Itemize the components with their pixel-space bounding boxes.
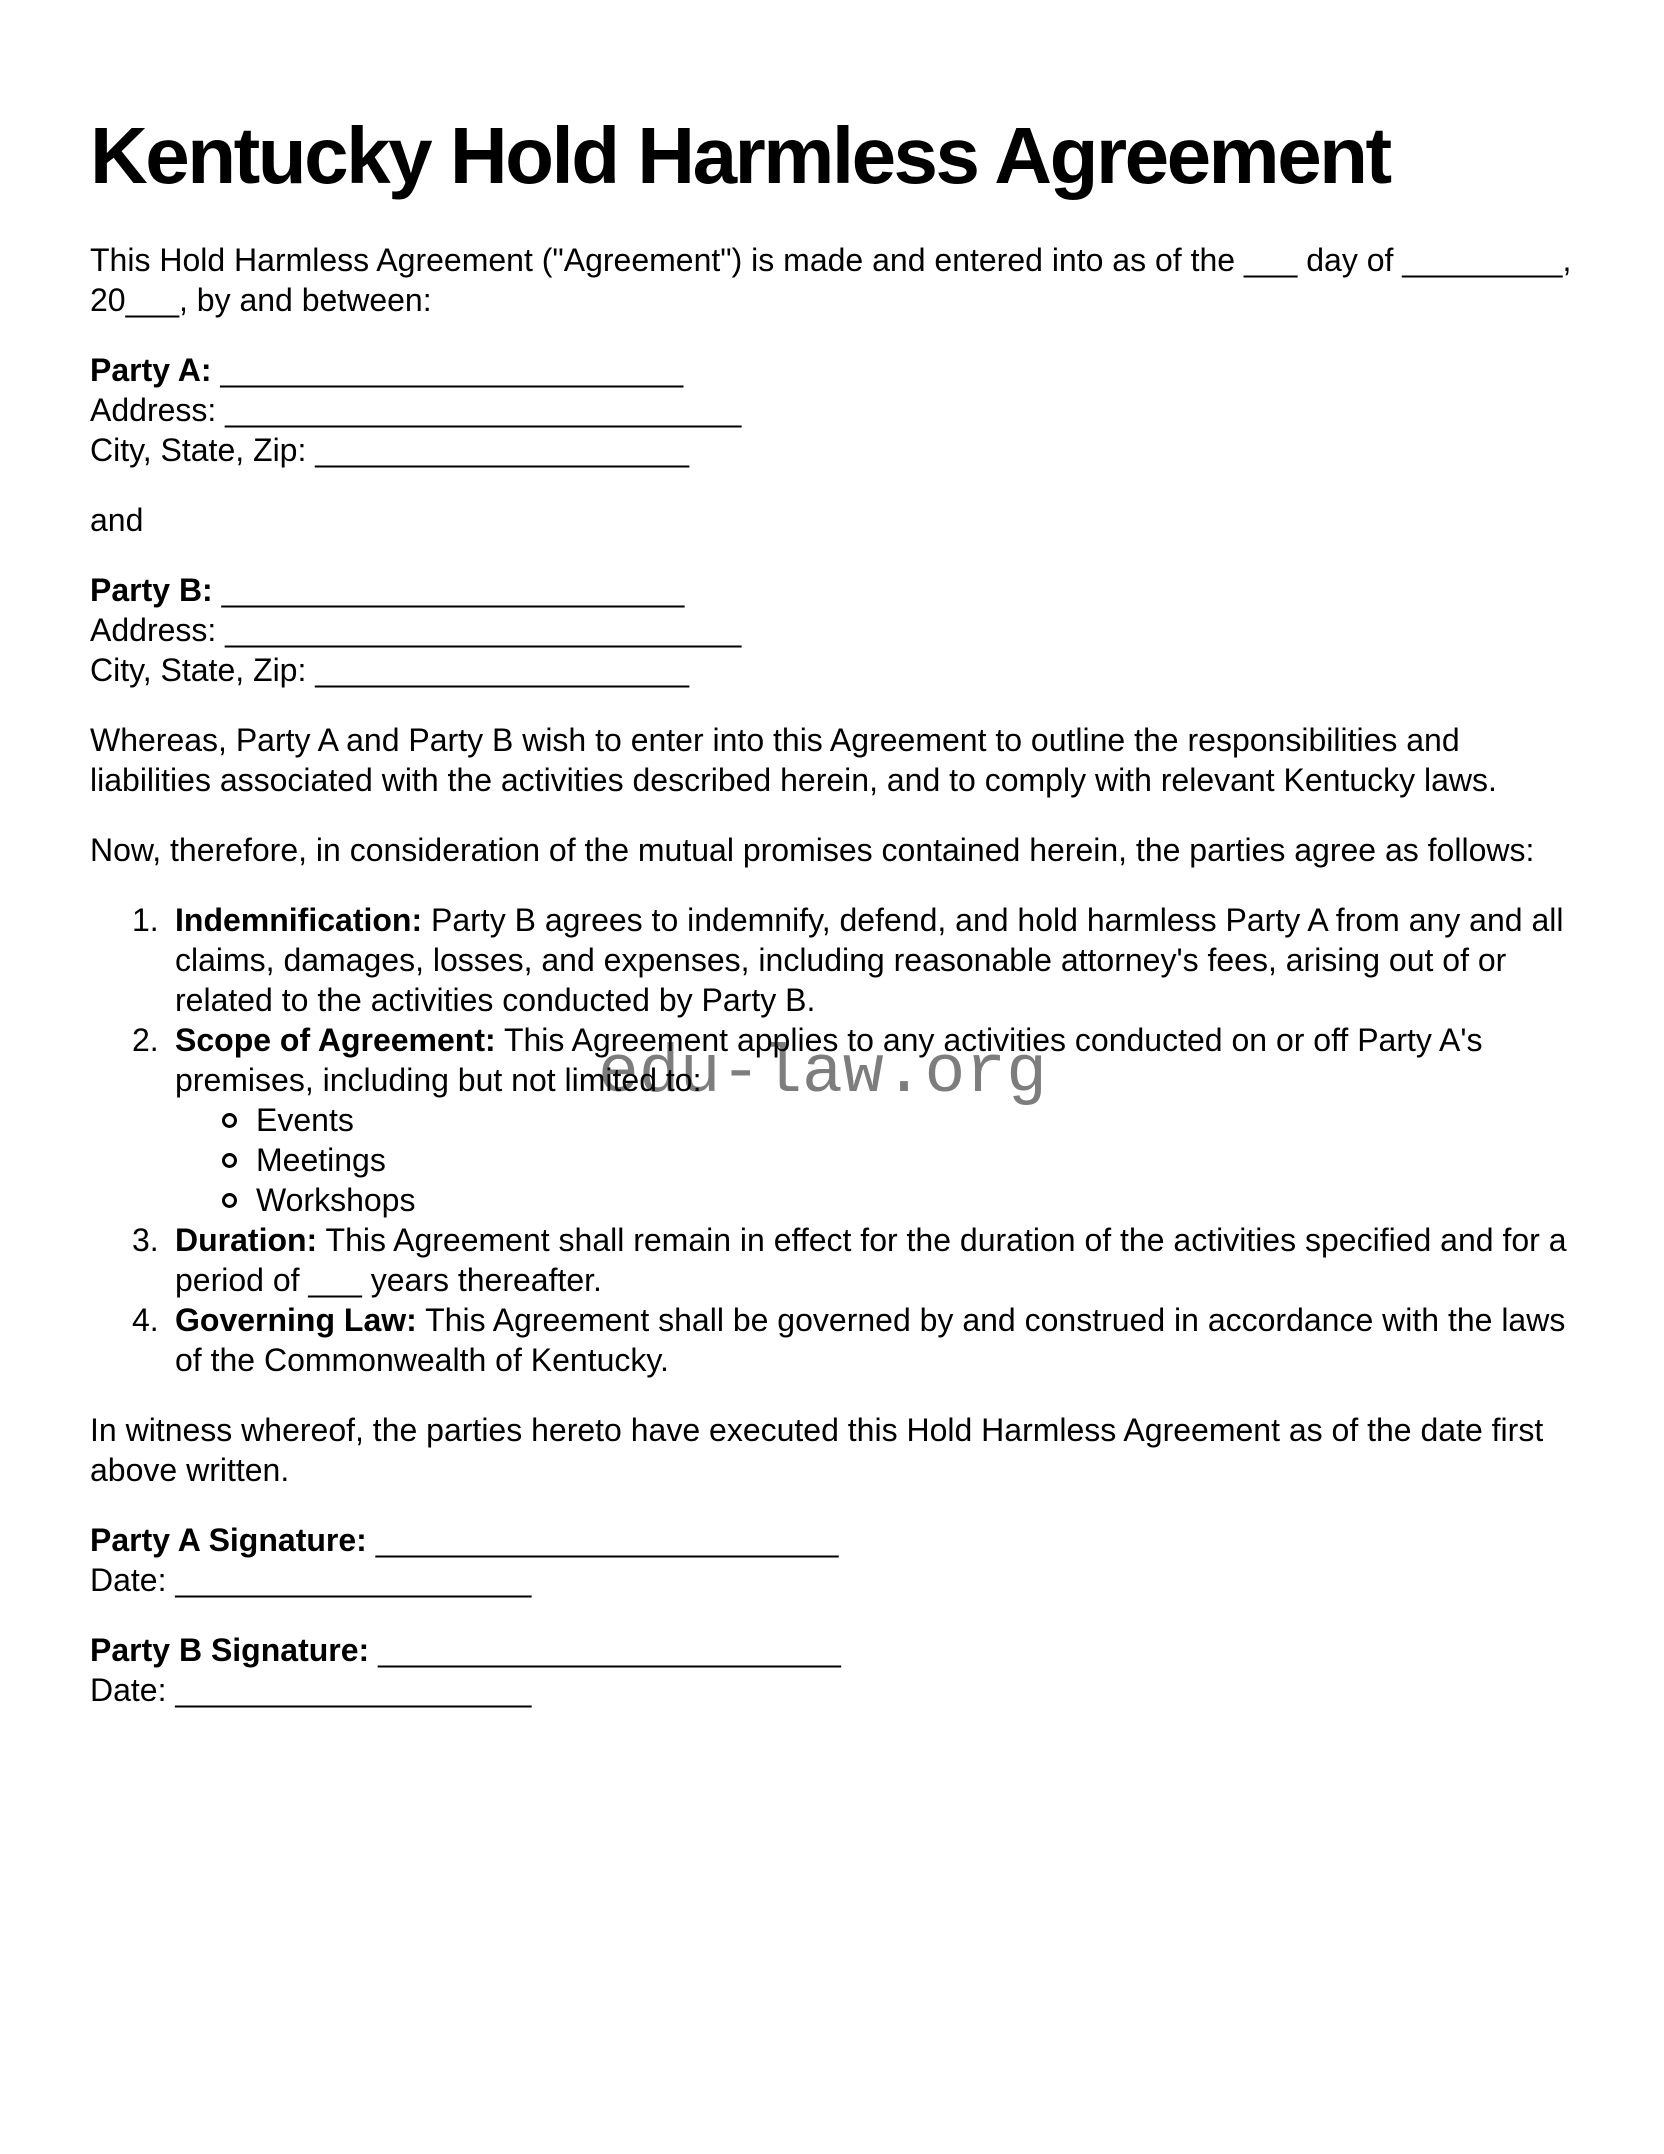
party-a-label: Party A: [90, 352, 212, 388]
sub-bullet-item [222, 1180, 1574, 1220]
witness-paragraph: In witness whereof, the parties hereto have executed this Hold Harmless Agreement as of the date first above written. [90, 1412, 1544, 1488]
party-b-signature-label: Party B Signature: [90, 1632, 370, 1668]
clause-text: Party B agrees to indemnify, defend, and hold harmless Party A from any and all claims, damages, losses, and expenses, including reasonable attorney's fees, arising out of or related to the activities conducted by Party B. [175, 902, 1564, 1018]
clause-text: This Agreement shall be governed by and construed in accordance with the laws of the Commonwealth of Kentucky. [175, 1302, 1566, 1378]
clause-label: Duration: [175, 1222, 318, 1258]
sub-item-label: Meetings [256, 1142, 386, 1178]
circle-bullet-icon [222, 1153, 237, 1168]
party-b-name-line [90, 570, 1574, 610]
party-a-name-blank: __________________________ [220, 352, 684, 388]
party-a-address-line [90, 390, 1574, 430]
party-a-date-blank: ____________________ [175, 1562, 532, 1598]
clause-text: This Agreement applies to any activities conducted on or off Party A's premises, including but not limited to: [175, 1022, 1483, 1098]
party-a-address-label: Address: [90, 392, 217, 428]
party-b-signature-blank: __________________________ [378, 1632, 841, 1668]
clause-label: Indemnification: [175, 902, 423, 938]
party-b-city-label: City, State, Zip: [90, 652, 307, 688]
intro-paragraph: This Hold Harmless Agreement ("Agreement") is made and entered into as of the ___ day of _________, 20___, by and between: [90, 242, 1572, 318]
party-a-city-label: City, State, Zip: [90, 432, 307, 468]
connector-text: and [90, 502, 144, 538]
party-a-city-blank: _____________________ [315, 432, 689, 468]
clause-list [90, 900, 1574, 1380]
party-b-city-line [90, 650, 1574, 690]
party-a-name-line [90, 350, 1574, 390]
clause-number: 2. [132, 1022, 159, 1058]
party-a-signature-label: Party A Signature: [90, 1522, 367, 1558]
party-a-address-blank: _____________________________ [225, 392, 742, 428]
sub-bullet-item [222, 1140, 1574, 1180]
party-b-date-line [90, 1670, 1574, 1710]
party-b-signature-block [90, 1630, 1574, 1710]
party-a-signature-block [90, 1520, 1574, 1600]
clause-duration [90, 1220, 1574, 1300]
party-a-date-label: Date: [90, 1562, 167, 1598]
party-b-name-blank: __________________________ [221, 572, 685, 608]
sub-bullet-item [222, 1100, 1574, 1140]
whereas-paragraph: Whereas, Party A and Party B wish to enter into this Agreement to outline the responsibilities and liabilities associated with the activities described herein, and to comply with relevant Kentucky laws. [90, 722, 1497, 798]
party-a-signature-line [90, 1520, 1574, 1560]
party-b-address-line [90, 610, 1574, 650]
clause-governing-law [90, 1300, 1574, 1380]
party-b-block [90, 570, 1574, 690]
party-b-date-label: Date: [90, 1672, 167, 1708]
party-a-city-line [90, 430, 1574, 470]
party-b-signature-line [90, 1630, 1574, 1670]
scope-sublist [175, 1100, 1574, 1220]
page-title: Kentucky Hold Harmless Agreement [90, 111, 1390, 200]
party-b-address-label: Address: [90, 612, 217, 648]
party-b-label: Party B: [90, 572, 213, 608]
clause-indemnification [90, 900, 1574, 1020]
clause-text: This Agreement shall remain in effect for the duration of the activities specified and for a period of ___ years thereafter. [175, 1222, 1567, 1298]
clause-number: 3. [132, 1222, 159, 1258]
party-a-signature-blank: __________________________ [375, 1522, 839, 1558]
clause-scope [90, 1020, 1574, 1220]
clause-label: Scope of Agreement: [175, 1022, 496, 1058]
clause-label: Governing Law: [175, 1302, 417, 1338]
circle-bullet-icon [222, 1193, 237, 1208]
party-b-address-blank: _____________________________ [225, 612, 742, 648]
clause-number: 1. [132, 902, 159, 938]
party-b-date-blank: ____________________ [175, 1672, 532, 1708]
sub-item-label: Workshops [256, 1182, 416, 1218]
now-therefore-paragraph: Now, therefore, in consideration of the mutual promises contained herein, the parties agree as follows: [90, 832, 1535, 868]
circle-bullet-icon [222, 1113, 237, 1128]
watermark-text: edu-law.org [598, 1035, 1047, 1112]
sub-item-label: Events [256, 1102, 354, 1138]
party-a-date-line [90, 1560, 1574, 1600]
clause-number: 4. [132, 1302, 159, 1338]
party-b-city-blank: _____________________ [315, 652, 689, 688]
party-a-block [90, 350, 1574, 470]
